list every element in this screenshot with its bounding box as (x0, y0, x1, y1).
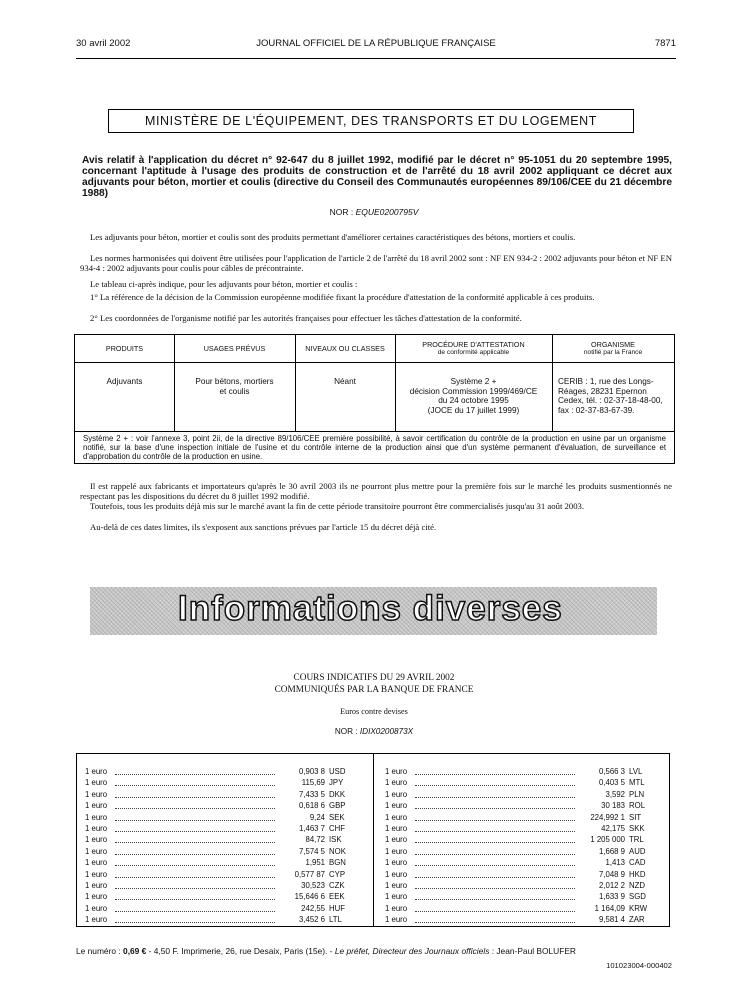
rate-leader-dots (415, 922, 575, 923)
cell-line: CERIB : 1, rue des Longs- (558, 377, 654, 386)
rate-value: 1 205 000 (590, 835, 625, 845)
rate-label: 1 euro (385, 892, 408, 902)
rate-leader-dots (115, 785, 275, 786)
footer-imprint: - 4,50 F. Imprimerie, 26, rue Desaix, Paris (15e). - (146, 946, 335, 956)
rate-leader-dots (415, 774, 575, 775)
rate-value: 242,55 (301, 903, 325, 913)
rate-currency: LTL (329, 915, 342, 925)
rate-row (85, 869, 357, 880)
rate-leader-dots (415, 888, 575, 889)
rate-currency: SEK (329, 812, 345, 822)
rate-currency: HKD (629, 869, 646, 879)
rate-label: 1 euro (85, 778, 108, 788)
rate-label: 1 euro (85, 869, 108, 879)
rates-right-column (385, 766, 657, 925)
rate-value: 0,903 8 (298, 767, 325, 776)
rate-leader-dots (415, 899, 575, 900)
rate-leader-dots (415, 820, 575, 821)
rate-currency: ZAR (629, 915, 645, 925)
rate-label: 1 euro (85, 835, 108, 845)
rate-currency: CYP (329, 869, 346, 879)
td-produits (75, 377, 174, 387)
rate-row (85, 857, 357, 868)
cell-line: décision Commission 1999/469/CE (409, 386, 538, 396)
rate-label: 1 euro (385, 789, 408, 799)
header-text: USAGES PRÉVUS (203, 343, 266, 353)
rate-currency: USD (329, 767, 346, 776)
rate-leader-dots (415, 808, 575, 809)
rate-leader-dots (115, 899, 275, 900)
closing-paragraph-2 (80, 501, 672, 511)
paragraph-text: Les adjuvants pour béton, mortier et coulis sont des produits permettant d'améliorer certaines caractéristiques des bétons, mortiers et coulis. (90, 232, 576, 242)
rate-currency: AUD (629, 846, 646, 856)
rate-row (385, 903, 657, 914)
cell-text: Néant (334, 377, 356, 386)
rate-value: 0,566 3 (598, 767, 625, 776)
rate-currency: KRW (629, 903, 648, 913)
ministry-heading: MINISTÈRE DE L'ÉQUIPEMENT, DES TRANSPORTS ET DU LOGEMENT (108, 109, 634, 133)
rate-currency: NZD (629, 880, 646, 890)
rate-row (385, 789, 657, 800)
rate-value: 9,24 (309, 812, 325, 822)
header-subtext: de conformité applicable (437, 348, 510, 356)
nor-code: EQUE0200795V (355, 207, 419, 217)
rate-value: 30,523 (301, 880, 325, 890)
rate-value: 1,463 7 (298, 823, 325, 833)
cours-subtitle: Euros contre devises (340, 707, 408, 716)
rates-left-column (85, 766, 357, 925)
rate-row (85, 846, 357, 857)
rate-row (385, 766, 657, 777)
rate-currency: JPY (329, 778, 344, 788)
rate-row (85, 800, 357, 811)
rate-currency: ROL (629, 801, 646, 811)
avis-paragraph-4 (80, 292, 672, 302)
rate-row (85, 812, 357, 823)
rate-leader-dots (115, 797, 275, 798)
rate-row (85, 777, 357, 788)
footer-director-name: : Jean-Paul BOLUFER (489, 946, 576, 956)
rate-label: 1 euro (85, 903, 108, 913)
rate-value: 9,581 4 (598, 915, 625, 925)
rate-label: 1 euro (85, 858, 108, 868)
footer-prefix: Le numéro : (76, 946, 124, 956)
header-date: 30 avril 2002 (76, 38, 131, 49)
paragraph-text: 1° La référence de la décision de la Commission européenne modifiée fixant la procédure d'attestation de la conformité applicable à ces produits. (90, 292, 595, 302)
rate-currency: ISK (329, 835, 342, 845)
nor-label: NOR : (334, 727, 358, 736)
rate-currency: TRL (629, 835, 644, 845)
paragraph-text: Les normes harmonisées qui doivent être utilisées pour l'application de l'article 2 de l'arrêté du 18 avril 2002 sont : NF EN 934-2 : 2002 adjuvants pour béton et NF EN 934-4 : 2002 adjuvants pour coulis pour câbles de précontrainte. (80, 253, 672, 273)
th-niveaux (295, 335, 395, 362)
rate-label: 1 euro (385, 767, 408, 776)
rate-row (385, 812, 657, 823)
rate-label: 1 euro (385, 915, 408, 925)
cell-line: du 24 octobre 1995 (438, 396, 509, 405)
footer-director: Le préfet, Directeur des Journaux officiels (334, 946, 490, 956)
rate-row (385, 914, 657, 925)
th-procedure (395, 335, 552, 362)
rate-value: 1 164,09 (594, 903, 625, 913)
attestation-table (74, 334, 675, 464)
rate-value: 224,992 1 (590, 812, 625, 822)
rate-value: 1,951 (305, 858, 325, 868)
cell-line: fax : 02-37-83-67-39. (558, 405, 635, 415)
td-procedure (395, 377, 552, 415)
rate-leader-dots (115, 842, 275, 843)
rate-value: 1,413 (605, 858, 625, 868)
cours-nor (0, 727, 748, 736)
header-text: PROCÉDURE D'ATTESTATION (422, 339, 525, 349)
paragraph-text: Au-delà de ces dates limites, ils s'exposent aux sanctions prévues par l'article 15 du décret déjà cité. (90, 522, 437, 532)
cell-line: Réages, 28231 Epernon (558, 386, 647, 396)
rate-currency: CZK (329, 880, 345, 890)
rate-currency: HUF (329, 903, 346, 913)
rate-row (85, 914, 357, 925)
rate-row (385, 777, 657, 788)
avis-paragraph-3 (80, 279, 672, 289)
table-note: Système 2 + : voir l'annexe 3, point 2ii, de la directive 89/106/CEE première possibilité, à savoir certification du contrôle de la production en usine par un organisme notifié, sur la base d'une inspection initiale de l'usine et du contrôle interne de la production ainsi que d'un système permanent d'évaluation, de surveillance et d'approbation du contrôle de la production en usine. (75, 431, 674, 463)
cours-title-line-1: COURS INDICATIFS DU 29 AVRIL 2002 (293, 673, 455, 683)
td-niveaux (295, 377, 395, 387)
header-subtext: notifié par la France (583, 348, 643, 356)
cell-line: Pour bétons, mortiers (195, 377, 274, 386)
rate-leader-dots (115, 854, 275, 855)
rate-value: 1,668 9 (598, 846, 625, 856)
rate-value: 0,403 5 (598, 778, 625, 788)
rate-leader-dots (415, 877, 575, 878)
footer-code: 101023004-000402 (606, 961, 672, 970)
cours-title-line-2: COMMUNIQUÉS PAR LA BANQUE DE FRANCE (274, 685, 474, 695)
th-produits (75, 335, 174, 362)
rate-label: 1 euro (385, 880, 408, 890)
rate-currency: CAD (629, 858, 646, 868)
rate-leader-dots (415, 854, 575, 855)
rate-value: 15,646 6 (294, 892, 325, 902)
cell-line: (JOCE du 17 juillet 1999) (427, 405, 520, 415)
rate-value: 42,175 (601, 823, 625, 833)
rate-leader-dots (115, 922, 275, 923)
paragraph-text: 2° Les coordonnées de l'organisme notifié par les autorités françaises pour effectuer les tâches d'attestation de la conformité. (90, 313, 522, 323)
nor-label: NOR : (329, 207, 354, 217)
rate-label: 1 euro (385, 903, 408, 913)
rate-row (385, 891, 657, 902)
th-organisme (552, 335, 674, 362)
cours-heading (0, 672, 748, 696)
cell-line: Cedex, tél. : 02-37-18-48-00, (558, 396, 663, 405)
avis-paragraph-1 (80, 232, 672, 242)
rate-row (85, 880, 357, 891)
th-usages (174, 335, 295, 362)
nor-code: IDIX0200873X (359, 727, 414, 736)
rate-label: 1 euro (385, 812, 408, 822)
rate-label: 1 euro (85, 789, 108, 799)
rate-currency: SGD (629, 892, 646, 902)
rate-label: 1 euro (85, 846, 108, 856)
header-page-number: 7871 (654, 38, 676, 49)
rate-value: 3,452 6 (298, 915, 325, 925)
rate-row (85, 823, 357, 834)
avis-nor (0, 207, 748, 217)
rate-leader-dots (415, 911, 575, 912)
rate-currency: GBP (329, 801, 346, 811)
rate-value: 0,618 6 (298, 801, 325, 811)
rate-value: 115,69 (301, 778, 325, 788)
rate-row (385, 800, 657, 811)
rate-leader-dots (115, 808, 275, 809)
page-footer (76, 946, 672, 956)
rate-row (385, 834, 657, 845)
rates-divider (373, 754, 374, 926)
paragraph-text: Il est rappelé aux fabricants et importateurs qu'après le 30 avril 2003 ils ne pourront plus mettre pour la première fois sur le marché les produits susmentionnés ne respectant pas les dispositions du décret du 8 juillet 1992 modifié. (80, 481, 672, 501)
rate-leader-dots (115, 877, 275, 878)
rate-label: 1 euro (385, 846, 408, 856)
rate-label: 1 euro (85, 892, 108, 902)
rate-currency: NOK (329, 846, 346, 856)
rate-leader-dots (115, 911, 275, 912)
rate-row (385, 869, 657, 880)
rate-label: 1 euro (85, 880, 108, 890)
rate-currency: PLN (629, 789, 645, 799)
cell-line: et coulis (219, 386, 250, 396)
rate-row (85, 903, 357, 914)
rate-leader-dots (415, 785, 575, 786)
rate-currency: EEK (329, 892, 345, 902)
rate-value: 3,592 (605, 789, 625, 799)
rate-label: 1 euro (385, 858, 408, 868)
rate-currency: MTL (629, 778, 645, 788)
rate-currency: SIT (629, 812, 642, 822)
rate-row (385, 857, 657, 868)
rate-label: 1 euro (85, 915, 108, 925)
rate-value: 1,633 9 (598, 892, 625, 902)
header-journal-title: JOURNAL OFFICIEL DE LA RÉPUBLIQUE FRANÇAISE (256, 38, 496, 49)
rate-row (385, 880, 657, 891)
rate-currency: BGN (329, 858, 346, 868)
rate-label: 1 euro (385, 869, 408, 879)
cell-text: Adjuvants (106, 377, 143, 386)
rate-label: 1 euro (85, 801, 108, 811)
rate-value: 30 183 (601, 801, 625, 811)
rate-currency: CHF (329, 823, 346, 833)
informations-diverses-banner (90, 587, 657, 635)
header-text: PRODUITS (105, 343, 144, 353)
rate-leader-dots (415, 831, 575, 832)
rate-label: 1 euro (85, 823, 108, 833)
rate-value: 84,72 (305, 835, 325, 845)
rate-leader-dots (115, 888, 275, 889)
avis-title: Avis relatif à l'application du décret n° 92-647 du 8 juillet 1992, modifié par le décret n° 95-1051 du 20 septembre 1995, concernant l'aptitude à l'usage des produits de construction et de l'arrêté du 18 avril 2002 appliquant ce décret aux adjuvants pour béton, mortier et coulis (directive du Conseil des Communautés européennes 89/106/CEE du 21 décembre 1988) (82, 155, 672, 199)
rate-leader-dots (415, 842, 575, 843)
cell-line: Système 2 + (450, 377, 497, 386)
rate-leader-dots (115, 865, 275, 866)
rate-value: 0,577 87 (294, 869, 325, 879)
rate-row (85, 891, 357, 902)
td-organisme (558, 377, 670, 415)
rate-leader-dots (115, 820, 275, 821)
rate-label: 1 euro (385, 801, 408, 811)
rate-label: 1 euro (385, 778, 408, 788)
closing-paragraph-3 (80, 522, 672, 532)
paragraph-text: Le tableau ci-après indique, pour les adjuvants pour béton, mortier et coulis : (90, 279, 358, 289)
rate-label: 1 euro (385, 823, 408, 833)
rate-leader-dots (415, 865, 575, 866)
header-text: ORGANISME (591, 339, 635, 349)
rate-row (385, 846, 657, 857)
header-text: NIVEAUX OU CLASSES (305, 343, 385, 353)
rate-leader-dots (115, 774, 275, 775)
rate-label: 1 euro (85, 812, 108, 822)
header-rule (76, 58, 676, 59)
rate-label: 1 euro (85, 767, 108, 776)
banner-title: Informations diverses (178, 589, 563, 628)
rate-currency: LVL (629, 767, 643, 776)
rate-leader-dots (115, 831, 275, 832)
rate-leader-dots (415, 797, 575, 798)
rate-value: 2,012 2 (598, 880, 625, 890)
rate-row (85, 834, 357, 845)
exchange-rates-table (76, 753, 670, 927)
rate-row (85, 789, 357, 800)
avis-paragraph-2 (80, 253, 672, 273)
rate-row (385, 823, 657, 834)
rate-row (85, 766, 357, 777)
paragraph-text: Toutefois, tous les produits déjà mis sur le marché avant la fin de cette période transitoire pourront être commercialisés jusqu'au 31 août 2003. (90, 501, 585, 511)
avis-paragraph-5 (80, 313, 672, 323)
rate-currency: DKK (329, 789, 346, 799)
rate-value: 7,574 5 (298, 846, 325, 856)
rate-value: 7,048 9 (598, 869, 625, 879)
td-usages (174, 377, 295, 396)
page-header (76, 38, 676, 54)
rate-currency: SKK (629, 823, 645, 833)
closing-paragraph-1 (80, 481, 672, 501)
rate-label: 1 euro (385, 835, 408, 845)
footer-price: 0,69 € (123, 946, 147, 956)
rate-value: 7,433 5 (298, 789, 325, 799)
